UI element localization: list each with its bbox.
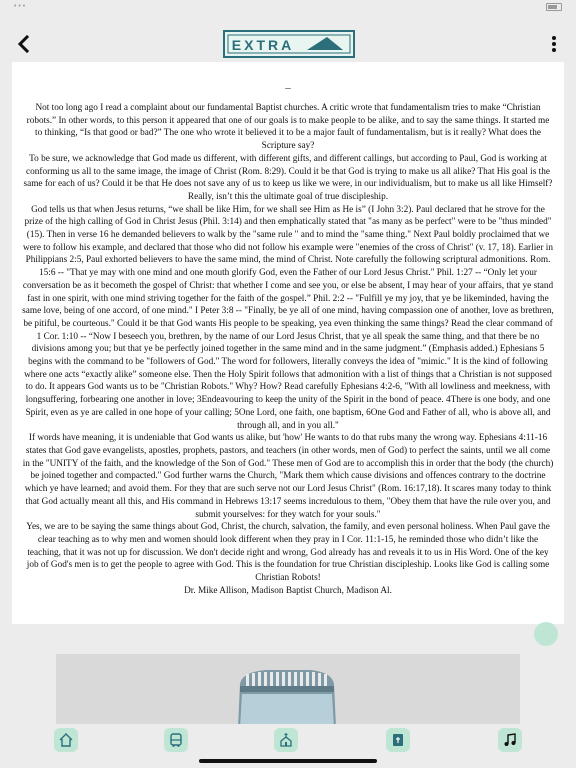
- church-icon: [278, 732, 294, 748]
- logo-text: EXTRA: [231, 37, 295, 53]
- status-bar: [0, 0, 576, 12]
- article-paragraph: Not too long ago I read a complaint about our fundamental Baptist churches. A critic wrote that fundamentalism tries to make “Christian robots.” In other words, to this person it appeared that one of our goals is to make people to be alike, and to say the same things. It started me to thinking, “Is that good or bad?” The one who wrote it believed it to be a major fault of fundamentalism, but is it really? What does the Scripture say?: [26, 103, 550, 152]
- article-paragraph: To be sure, we acknowledge that God made us different, with different gifts, and different callings, but according to Paul, God is working at conforming us all to the same image, the image of Christ (Rom. 8:29). Could it be that God is trying to make us all alike? That His goal is the same for each of us? Could it be that He does not save any of us to keep us like we were, in our individualism, but to make us all like Himself? Really, isn’t this the ultimate goal of true discipleship.: [23, 153, 553, 202]
- article-body: [22, 102, 554, 597]
- tab-music[interactable]: [498, 728, 522, 752]
- article-paragraph: Yes, we are to be saying the same things about God, Christ, the church, salvation, the family, and even personal holiness. When Paul gave the clear teaching as to why men and women should look different when they pray in I Cor. 11:1-15, he reminded those who didn’t like the teaching, that it was not up for discussion. We don't decide right and wrong, God already has and reveals it to us in His Word. One of the key job of God's men is to get the people to agree with God. This is the foundation for true Christian discipleship. Looks like God is calling some Christian Robots!: [26, 522, 550, 584]
- tab-bible[interactable]: [386, 728, 410, 752]
- app-header: [0, 12, 576, 62]
- chevron-left-icon[interactable]: [14, 34, 34, 54]
- article-paragraph: God tells us that when Jesus returns, “we shall be like Him, for we shall see Him as He is” (I John 3:2). Paul declared that he strove for the prize of the high calling of God in Christ Jesus (Phil. 3:14) and then emphatically stated that "as many as be perfect" were to be "thus minded" (15). Then in verse 16 he demanded believers to walk by the "same rule " and to mind the "same thing." Next Paul boldly proclaimed that we were to follow his example, and declared that those who did not follow his example were "enemies of the cross of Christ" (v. 17, 18). Earlier in Philippians 2:5, Paul exhorted believers to have the same mind, the mind of Christ. Note carefully the following scriptural admonitions. Rom. 15:6 -- "That ye may with one mind and one mouth glorify God, even the Father of our Lord Jesus Christ." Phil. 1:27 -- “Only let your conversation be as it becometh the gospel of Christ: that whether I come and see you, or else be absent, I may hear of your affairs, that ye stand fast in one spirit, with one mind striving together for the faith of the gospel.” Phil. 2:2 -- "Fulfill ye my joy, that ye be likeminded, having the same love, being of one accord, of one mind." I Peter 3:8 -- "Finally, be ye all of one mind, having compassion one of another, love as brethren, be pitiful, be courteous." Could it be that God wants His people to be speaking, yea even thinking the same things? Read the clear command of 1 Cor. 1:10 -- “Now I beseech you, brethren, by the name of our Lord Jesus Christ, that ye all speak the same thing, and that there be no divisions among you; but that ye be perfectly joined together in the same mind and in the same judgment.” (Emphasis added.) Ephesians 5 begins with the command to be "followers of God." The word for followers, literally conveys the idea of "mimic." It is the kind of following where one acts “exactly alike” someone else. Then the Holy Spirit follows that admonition with a list of things that a Christian is not supposed to do. It appears God wants us to be "Christian Robots." Why? How? Read carefully Ephesians 4:2-6, "With all lowliness and meekness, with longsuffering, forbearing one another in love; 3Endeavouring to keep the unity of the Spirit in the bond of peace. 4There is one body, and one Spirit, even as ye are called in one hope of your calling; 5One Lord, one faith, one baptism, 6One God and Father of all, who is above all, and through all, and in you all.": [22, 204, 554, 431]
- tab-bus[interactable]: [164, 728, 188, 752]
- article-paragraph: If words have meaning, it is undeniable that God wants us alike, but 'how' He wants to do that rubs many the wrong way. Ephesians 4:11-16 states that God gave evangelists, apostles, prophets, pastors, and teachers (in other words, men of God) to perfect the saints, until we all come in the "UNITY of the faith, and the knowledge of the Son of God." These men of God are to accomplish this in order that the body (the church) be joined together and compacted." God further warns the Church, "Mark them which cause divisions and offences contrary to the doctrine which ye have learned; and avoid them. For they that are such serve not our Lord Jesus Christ" (Rom. 16:17,18). It scares many today to think that God actually meant all this, and His command in Hebrews 13:17 seems incredulous to them, "Obey them that have the rule over you, and submit yourselves: for they watch for your souls.": [22, 433, 554, 520]
- status-indicator-icon: • • •: [14, 3, 26, 10]
- article-signature: Dr. Mike Allison, Madison Baptist Church, Madison Al.: [184, 585, 392, 596]
- tab-home[interactable]: [54, 728, 78, 752]
- bible-icon: [390, 732, 406, 748]
- title-dash: –: [285, 82, 291, 94]
- extra-logo: [223, 30, 355, 58]
- hair-clipper-image: [56, 654, 520, 728]
- floating-action-button[interactable]: [534, 622, 558, 646]
- kebab-menu-icon[interactable]: [550, 35, 558, 53]
- article-panel: [12, 62, 564, 624]
- clipper-illustration: [56, 654, 520, 728]
- battery-icon: [546, 3, 562, 11]
- bus-icon: [168, 732, 184, 748]
- music-note-icon: [502, 732, 518, 748]
- tab-church[interactable]: [274, 728, 298, 752]
- home-indicator: [199, 759, 377, 763]
- home-icon: [58, 732, 74, 748]
